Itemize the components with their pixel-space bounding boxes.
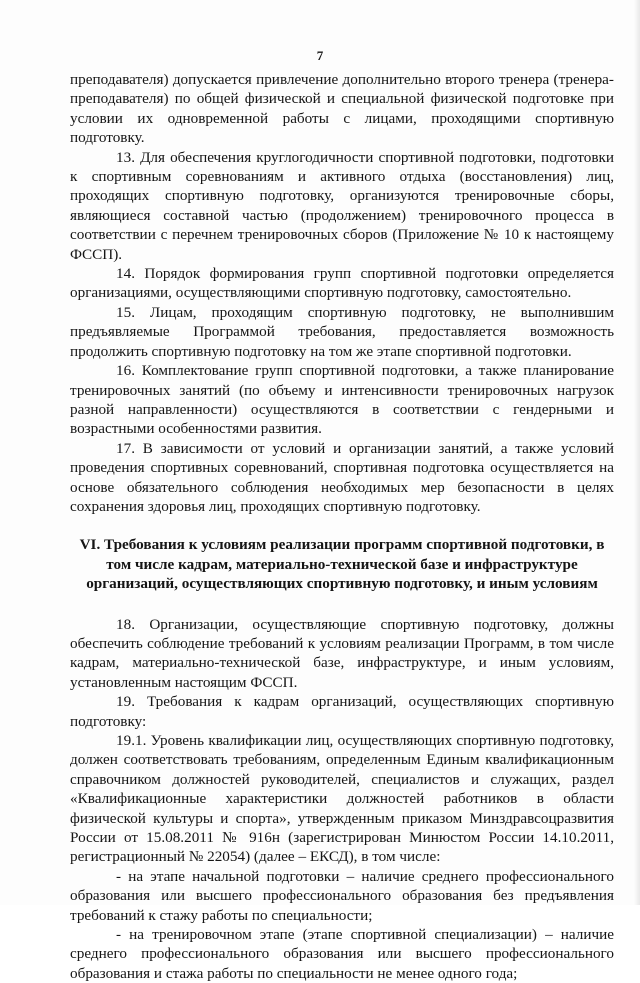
paragraph-continuation: преподавателя) допускается привлечение дополнительно второго тренера (тренера-преподавателя) по общей физической и специальной физической подготовке при условии их одновременной работы с лицами, проходящими спортивную подготовку. [70, 71, 614, 147]
list-item-initial-stage: - на этапе начальной подготовки – наличие среднего профессионального образования или высшего профессионального образования без предъявления требований к стажу работы по специальности; [70, 867, 614, 924]
paragraph-14: 14. Порядок формирования групп спортивной подготовки определяется организациями, осуществляющими спортивную подготовку, самостоятельно. [70, 265, 614, 302]
paragraph-15: 15. Лицам, проходящим спортивную подготовку, не выполнившим предъявляемые Программой требования, предоставляется возможность продолжить спортивную подготовку на том же этапе спортивной подготовки. [70, 303, 614, 360]
paragraph-19-1: 19.1. Уровень квалификации лиц, осуществляющих спортивную подготовку, должен соответствовать требованиям, определенным Единым квалификационным справочником должностей руководителей, специалистов и служащих, раздел «Квалификационные характеристики должностей работников в области физической культуры и спорта», утвержденным приказом Минздравсоцразвития России от 15.08.2011 № 916н (зарегистрирован Минюстом России 14.10.2011, регистрационный № 22054) (далее – ЕКСД), в том числе: [70, 732, 614, 866]
list-item-training-stage: - на тренировочном этапе (этапе спортивной специализации) – наличие среднего профессионального образования или высшего профессионального образования и стажа работы по специальности не менее одного года; [70, 926, 614, 982]
paragraph-17: 17. В зависимости от условий и организации занятий, а также условий проведения спортивных соревнований, спортивная подготовка осуществляется на основе обязательного соблюдения необходимых мер безопасности в целях сохранения здоровья лиц, проходящих спортивную подготовку. [70, 439, 614, 515]
section-heading: VI. Требования к условиям реализации программ спортивной подготовки, в том числе кадрам, материально-технической базе и инфраструктуре организаций, осуществляющих спортивную подготовку, и иным условиям [79, 536, 605, 593]
scan-edge-shadow [634, 0, 640, 905]
paragraph-16: 16. Комплектование групп спортивной подготовки, а также планирование тренировочных занятий (по объему и интенсивности тренировочных нагрузок разной направленности) осуществляются в соответствии с гендерными и возрастными особенностями развития. [70, 362, 614, 438]
paragraph-18: 18. Организации, осуществляющие спортивную подготовку, должны обеспечить соблюдение требований к условиям реализации Программ, в том числе кадрам, материально-технической базе, инфраструктуре, и иным условиям, установленным настоящим ФССП. [70, 615, 614, 691]
paragraph-13: 13. Для обеспечения круглогодичности спортивной подготовки, подготовки к спортивным соревнованиям и активного отдыха (восстановления) лиц, проходящих спортивную подготовку, организуются тренировочные сборы, являющиеся составной частью (продолжением) тренировочного процесса в соответствии с перечнем тренировочных сборов (Приложение № 10 к настоящему ФССП). [70, 148, 614, 263]
page-number: 7 [316, 48, 324, 63]
paragraph-19: 19. Требования к кадрам организаций, осуществляющих спортивную подготовку: [70, 693, 614, 730]
document-body [70, 70, 614, 983]
